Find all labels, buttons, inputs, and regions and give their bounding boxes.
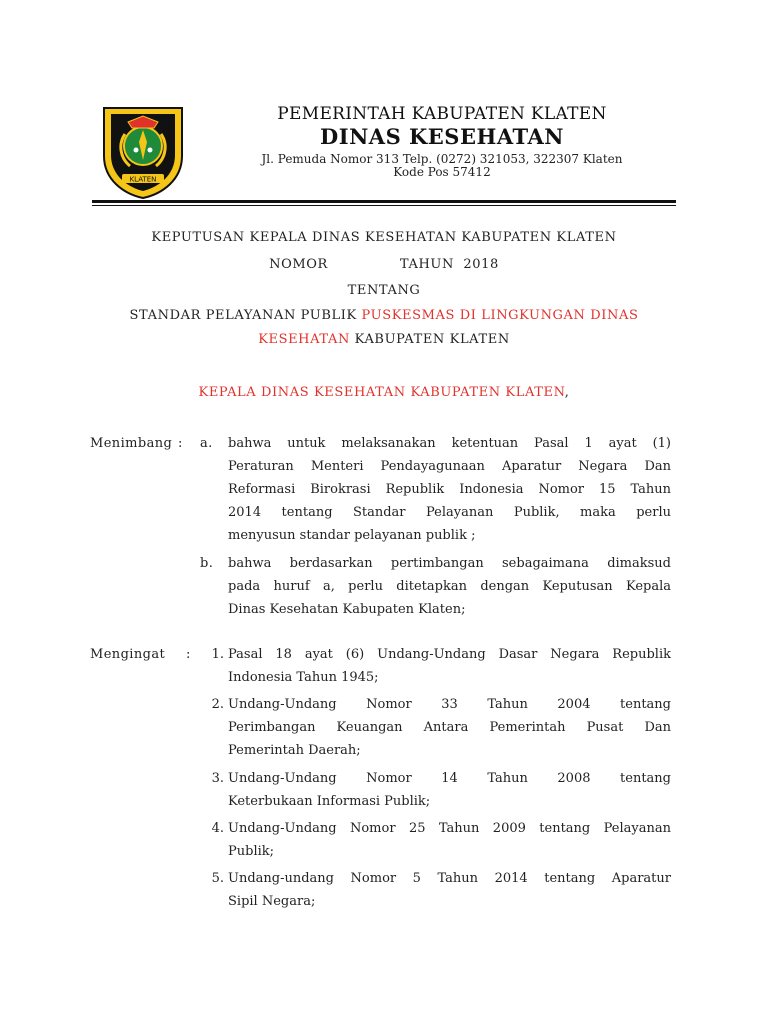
mengingat-2-line-1: Undang-Undang Nomor 33 Tahun 2004 tentang [228, 697, 671, 712]
mengingat-5-line-2: Sipil Negara; [228, 894, 316, 909]
tentang-heading: TENTANG [347, 283, 421, 298]
mengingat-item-1 [228, 643, 671, 689]
mengingat-marker-5: 5. [211, 871, 224, 886]
tahun-label: TAHUN [399, 257, 454, 272]
subject-part-b: PUSKESMAS DI LINGKUNGAN DINAS [361, 308, 639, 323]
klaten-regency-crest-icon [98, 104, 188, 200]
menimbang-a-line-2: Peraturan Menteri Pendayagunaan Aparatur Negara Dan [228, 459, 671, 474]
letterhead-rule-thin [92, 205, 676, 206]
menimbang-marker-a: a. [200, 436, 213, 451]
menimbang-a-line-5: menyusun standar pelayanan publik ; [228, 528, 476, 543]
menimbang-marker-b: b. [200, 556, 214, 571]
letterhead-rule-thick [92, 200, 676, 203]
mengingat-2-line-3: Pemerintah Daerah; [228, 743, 361, 758]
mengingat-5-line-1: Undang-undang Nomor 5 Tahun 2014 tentang Aparatur [228, 871, 671, 886]
postal-code-line: Kode Pos 57412 [393, 165, 491, 179]
mengingat-marker-1: 1. [211, 647, 224, 662]
mengingat-marker-4: 4. [211, 821, 224, 836]
logo-text: KLATEN [129, 175, 157, 184]
mengingat-4-line-1: Undang-Undang Nomor 25 Tahun 2009 tentang Pelayanan [228, 821, 671, 836]
address-line: Jl. Pemuda Nomor 313 Telp. (0272) 321053, 322307 Klaten [261, 152, 623, 166]
mengingat-3-line-1: Undang-Undang Nomor 14 Tahun 2008 tentang [228, 771, 671, 786]
mengingat-separator: : [186, 647, 191, 662]
mengingat-item-5 [228, 867, 671, 913]
mengingat-item-2 [228, 693, 671, 762]
mengingat-2-line-2: Perimbangan Keuangan Antara Pemerintah Pusat Dan [228, 720, 671, 735]
menimbang-a-line-4: 2014 tentang Standar Pelayanan Publik, maka perlu [228, 505, 671, 520]
menimbang-item-a [228, 432, 671, 545]
menimbang-b-line-1: bahwa berdasarkan pertimbangan sebagaimana dimaksud [228, 556, 671, 571]
menimbang-a-line-3: Reformasi Birokrasi Republik Indonesia Nomor 15 Tahun [228, 482, 671, 497]
mengingat-marker-3: 3. [211, 771, 224, 786]
mengingat-marker-2: 2. [211, 697, 224, 712]
tahun-value: 2018 [463, 257, 499, 272]
decree-number-line [80, 257, 688, 272]
government-name: PEMERINTAH KABUPATEN KLATEN [277, 104, 607, 124]
mengingat-4-line-2: Publik; [228, 844, 275, 859]
official-heading [80, 385, 688, 400]
mengingat-item-3 [228, 767, 671, 813]
mengingat-item-4 [228, 817, 671, 863]
official-title: KEPALA DINAS KESEHATAN KABUPATEN KLATEN [198, 385, 565, 400]
subject-part-c: KESEHATAN [258, 332, 355, 347]
menimbang-b-line-2: pada huruf a, perlu ditetapkan dengan Keputusan Kepala [228, 579, 671, 594]
subject-part-d: KABUPATEN KLATEN [354, 332, 510, 347]
decree-subject-line1 [80, 308, 688, 323]
menimbang-a-line-1: bahwa untuk melaksanakan ketentuan Pasal 1 ayat (1) [228, 436, 671, 451]
mengingat-1-line-1: Pasal 18 ayat (6) Undang-Undang Dasar Negara Republik [228, 647, 671, 662]
mengingat-3-line-2: Keterbukaan Informasi Publik; [228, 794, 431, 809]
decree-subject-line2 [80, 332, 688, 347]
subject-part-a: STANDAR PELAYANAN PUBLIK [129, 308, 362, 323]
official-punctuation: , [564, 385, 570, 400]
menimbang-label: Menimbang [90, 436, 173, 451]
mengingat-1-line-2: Indonesia Tahun 1945; [228, 670, 379, 685]
menimbang-separator: : [178, 436, 183, 451]
agency-name: DINAS KESEHATAN [320, 124, 564, 149]
mengingat-label: Mengingat [90, 647, 166, 662]
menimbang-item-b [228, 552, 671, 621]
menimbang-b-line-3: Dinas Kesehatan Kabupaten Klaten; [228, 602, 466, 617]
decree-title: KEPUTUSAN KEPALA DINAS KESEHATAN KABUPATEN KLATEN [151, 230, 617, 245]
nomor-label: NOMOR [269, 257, 328, 272]
